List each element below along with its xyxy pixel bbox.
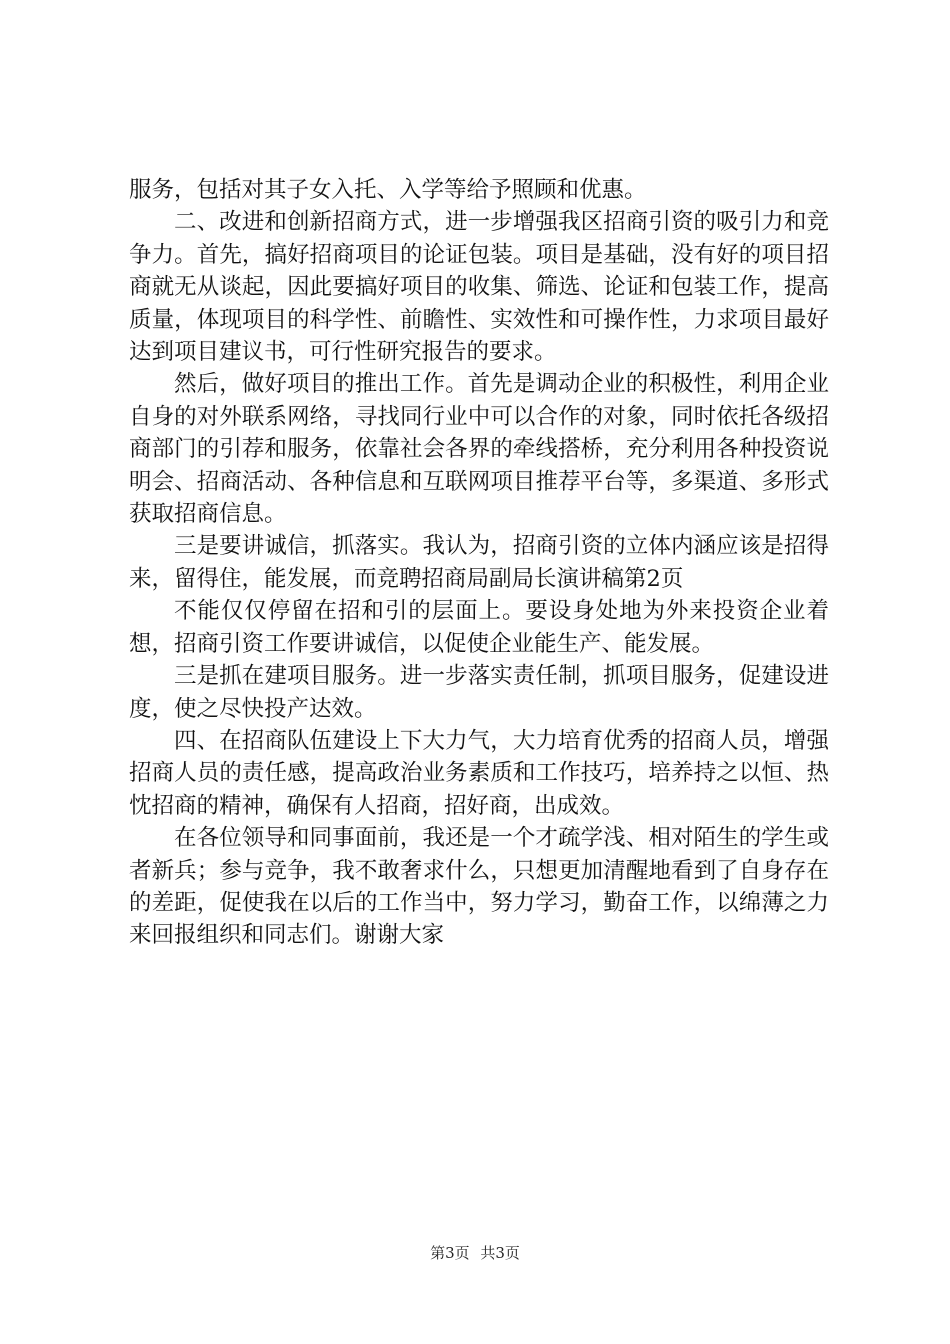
paragraph: 不能仅仅停留在招和引的层面上。要设身处地为外来投资企业着想，招商引资工作要讲诚信，以促使企业能生产、能发展。	[129, 598, 829, 657]
paragraph: 服务，包括对其子女入托、入学等给予照顾和优惠。	[129, 177, 647, 203]
paragraph: 三是要讲诚信，抓落实。我认为，招商引资的立体内涵应该是招得来，留得住，能发展，而竞聘招商局副局长演讲稿第2页	[129, 533, 829, 592]
paragraph: 四、在招商队伍建设上下大力气，大力培育优秀的招商人员，增强招商人员的责任感，提高政治业务素质和工作技巧，培养持之以恒、热忱招商的精神，确保有人招商，招好商，出成效。	[129, 727, 829, 819]
document-body	[129, 174, 829, 952]
paragraph: 二、改进和创新招商方式，进一步增强我区招商引资的吸引力和竞争力。首先，搞好招商项目的论证包装。项目是基础，没有好的项目招商就无从谈起，因此要搞好项目的收集、筛选、论证和包装工作，提高质量，体现项目的科学性、前瞻性、实效性和可操作性，力求项目最好达到项目建议书，可行性研究报告的要求。	[129, 209, 829, 366]
paragraph: 在各位领导和同事面前，我还是一个才疏学浅、相对陌生的学生或者新兵；参与竞争，我不敢奢求什么，只想更加清醒地看到了自身存在的差距，促使我在以后的工作当中，努力学习，勤奋工作，以绵薄之力来回报组织和同志们。谢谢大家	[129, 825, 829, 949]
paragraph: 三是抓在建项目服务。进一步落实责任制，抓项目服务，促建设进度，使之尽快投产达效。	[129, 663, 829, 722]
paragraph: 然后，做好项目的推出工作。首先是调动企业的积极性，利用企业自身的对外联系网络，寻找同行业中可以合作的对象，同时依托各级招商部门的引荐和服务，依靠社会各界的牵线搭桥，充分利用各种投资说明会、招商活动、各种信息和互联网项目推荐平台等，多渠道、多形式获取招商信息。	[129, 371, 829, 528]
page-number-footer: 第3页 共3页	[430, 1244, 520, 1262]
